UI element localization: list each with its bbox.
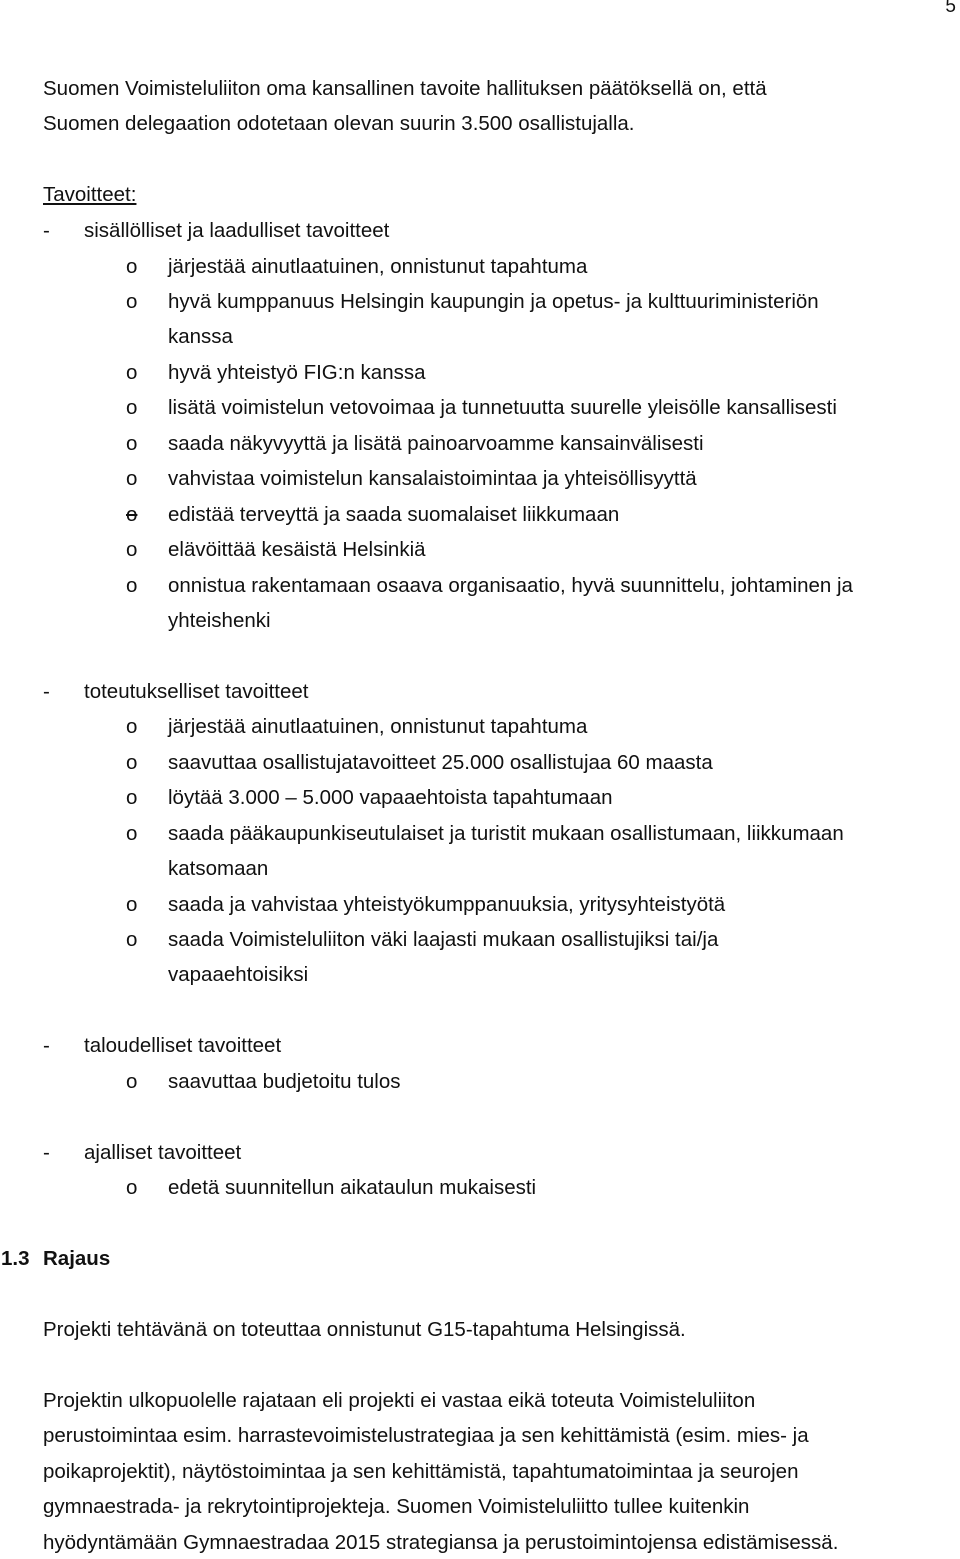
- bullet-marker: o: [126, 432, 138, 455]
- dash-marker: -: [43, 1034, 50, 1057]
- bullet-marker: o: [126, 751, 138, 774]
- scope-paragraph-2-line: perustoimintaa esim. harrastevoimistelustrategiaa ja sen kehittämistä (esim. mies- ja: [43, 1424, 809, 1447]
- intro-line-1: Suomen Voimisteluliiton oma kansallinen tavoite hallituksen päätöksellä on, että: [43, 77, 767, 100]
- bullet-marker: o: [126, 1070, 138, 1093]
- section-title: taloudelliset tavoitteet: [84, 1034, 282, 1057]
- list-item: löytää 3.000 – 5.000 vapaaehtoista tapahtumaan: [168, 786, 613, 809]
- list-item-continuation: katsomaan: [168, 857, 269, 880]
- list-item: lisätä voimistelun vetovoimaa ja tunnetuutta suurelle yleisölle kansallisesti: [168, 396, 837, 419]
- bullet-marker: o: [126, 396, 138, 419]
- dash-marker: -: [43, 680, 50, 703]
- bullet-marker: o: [126, 715, 138, 738]
- list-item: järjestää ainutlaatuinen, onnistunut tapahtuma: [168, 715, 588, 738]
- bullet-marker: o: [126, 893, 138, 916]
- dash-marker: -: [43, 1141, 50, 1164]
- scope-paragraph-2-line: Projektin ulkopuolelle rajataan eli projekti ei vastaa eikä toteuta Voimisteluliiton: [43, 1389, 756, 1412]
- bullet-marker: o: [126, 1176, 138, 1199]
- bullet-marker: o: [126, 467, 138, 490]
- list-item-continuation: yhteishenki: [168, 609, 271, 632]
- list-item-continuation: vapaaehtoisiksi: [168, 963, 309, 986]
- bullet-marker: o: [126, 574, 138, 597]
- section-heading: Rajaus: [43, 1247, 111, 1270]
- intro-line-2: Suomen delegaation odotetaan olevan suurin 3.500 osallistujalla.: [43, 112, 635, 135]
- bullet-marker: o: [126, 290, 138, 313]
- list-item: edistää terveyttä ja saada suomalaiset liikkumaan: [168, 503, 620, 526]
- list-item: saavuttaa osallistujatavoitteet 25.000 osallistujaa 60 maasta: [168, 751, 713, 774]
- list-item: saavuttaa budjetoitu tulos: [168, 1070, 401, 1093]
- bullet-marker: o: [126, 538, 138, 561]
- list-item: saada Voimisteluliiton väki laajasti mukaan osallistujiksi tai/ja: [168, 928, 719, 951]
- list-item: hyvä kumppanuus Helsingin kaupungin ja opetus- ja kulttuuriministeriön: [168, 290, 819, 313]
- dash-marker: -: [43, 219, 50, 242]
- bullet-marker: o: [126, 928, 138, 951]
- scope-paragraph-2-line: hyödyntämään Gymnaestradaa 2015 strategiansa ja perustoimintojensa edistämisessä.: [43, 1531, 839, 1554]
- section-title: sisällölliset ja laadulliset tavoitteet: [84, 219, 390, 242]
- scope-paragraph-2-line: gymnaestrada- ja rekrytointiprojekteja. Suomen Voimisteluliitto tullee kuitenkin: [43, 1495, 750, 1518]
- list-item: saada ja vahvistaa yhteistyökumppanuuksia, yritysyhteistyötä: [168, 893, 726, 916]
- section-number: 1.3: [1, 1247, 30, 1270]
- list-item: elävöittää kesäistä Helsinkiä: [168, 538, 426, 561]
- scope-paragraph-2-line: poikaprojektit), näytöstoimintaa ja sen kehittämistä, tapahtumatoimintaa ja seurojen: [43, 1460, 799, 1483]
- bullet-marker-struck: o: [126, 503, 138, 526]
- list-item-continuation: kanssa: [168, 325, 233, 348]
- list-item: hyvä yhteistyö FIG:n kanssa: [168, 361, 426, 384]
- goals-heading: Tavoitteet:: [43, 183, 137, 206]
- list-item: järjestää ainutlaatuinen, onnistunut tapahtuma: [168, 255, 588, 278]
- section-title: ajalliset tavoitteet: [84, 1141, 242, 1164]
- page-number: 5: [945, 0, 956, 17]
- bullet-marker: o: [126, 361, 138, 384]
- list-item: edetä suunnitellun aikataulun mukaisesti: [168, 1176, 537, 1199]
- section-title: toteutukselliset tavoitteet: [84, 680, 309, 703]
- bullet-marker: o: [126, 255, 138, 278]
- list-item: onnistua rakentamaan osaava organisaatio, hyvä suunnittelu, johtaminen ja: [168, 574, 853, 597]
- bullet-marker: o: [126, 822, 138, 845]
- scope-paragraph-1: Projekti tehtävänä on toteuttaa onnistunut G15-tapahtuma Helsingissä.: [43, 1318, 686, 1341]
- list-item: saada pääkaupunkiseutulaiset ja turistit mukaan osallistumaan, liikkumaan: [168, 822, 844, 845]
- list-item: saada näkyvyyttä ja lisätä painoarvoamme kansainvälisesti: [168, 432, 704, 455]
- bullet-marker: o: [126, 786, 138, 809]
- list-item: vahvistaa voimistelun kansalaistoimintaa ja yhteisöllisyyttä: [168, 467, 697, 490]
